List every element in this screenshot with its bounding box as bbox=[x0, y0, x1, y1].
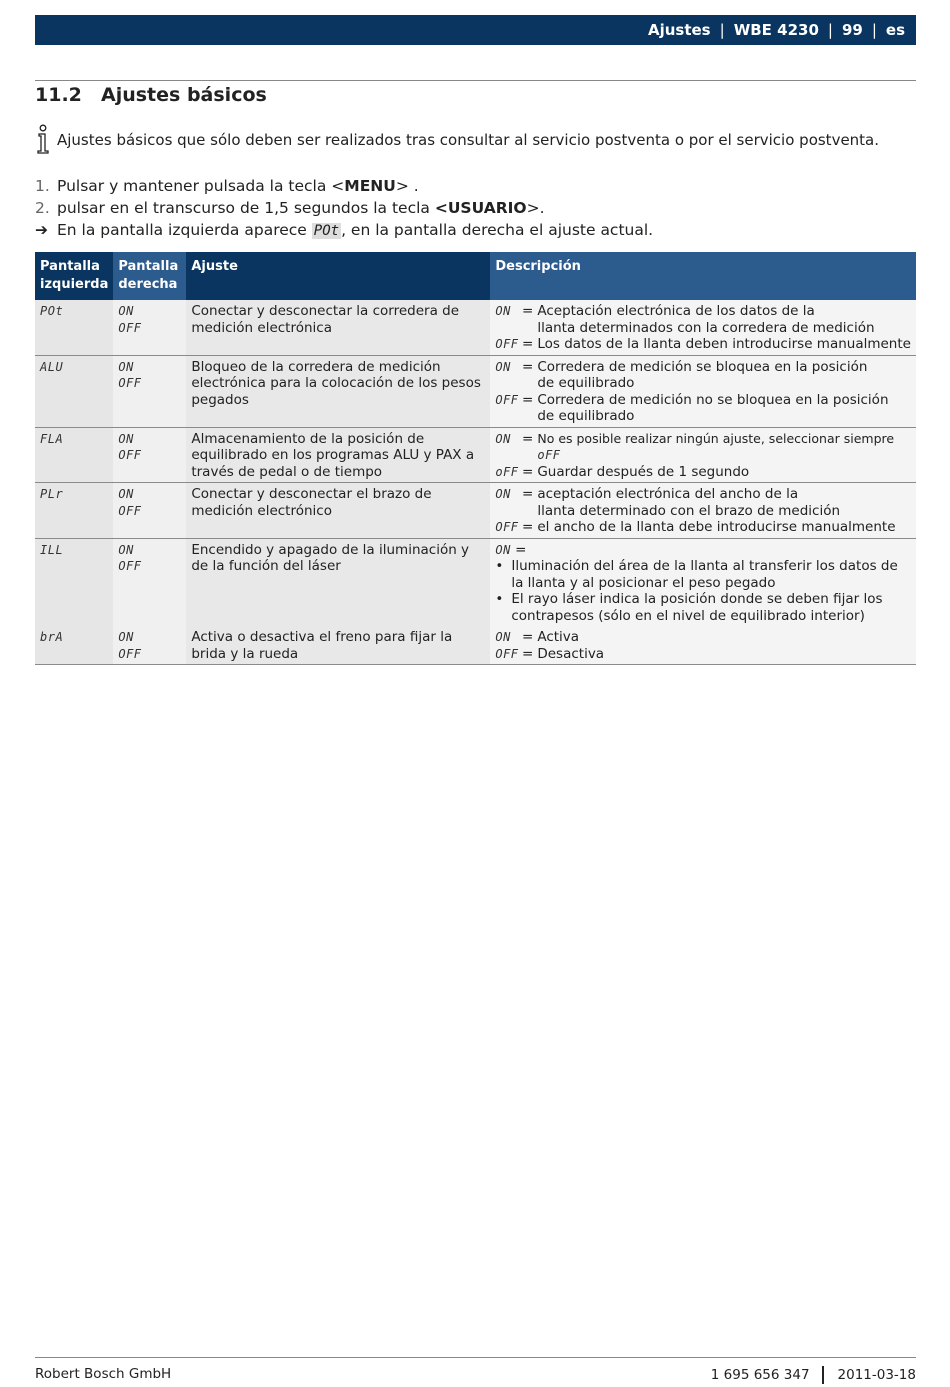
info-text: Ajustes básicos que sólo deben ser realizados tras consultar al servicio postventa o por el servicio postventa. bbox=[57, 131, 880, 149]
step-1: 1. Pulsar y mantener pulsada la tecla <MENU> . bbox=[35, 177, 419, 195]
header-product: WBE 4230 bbox=[733, 21, 819, 39]
setting-text: Encendido y apagado de la iluminación y de la función del láser bbox=[186, 538, 490, 626]
arrow-right-icon: ➔ bbox=[35, 221, 48, 239]
section-heading: Ajustes básicos bbox=[101, 84, 267, 106]
description: ON = aceptación electrónica del ancho de la llanta determinado con el brazo de medición OFF = el ancho de la llanta debe introducirse manualmente bbox=[490, 483, 916, 539]
section-number: 11.2 bbox=[35, 84, 82, 106]
page-header: Ajustes | WBE 4230 | 99 | es bbox=[35, 15, 916, 45]
description: ON = Corredera de medición se bloquea en la posición de equilibrado OFF = Corredera de medición no se bloquea en la posición de equilibrado bbox=[490, 355, 916, 427]
header-language: es bbox=[885, 21, 905, 39]
step-2: 2. pulsar en el transcurso de 1,5 segundos la tecla <USUARIO>. bbox=[35, 199, 545, 217]
lcd-left: FLA bbox=[40, 431, 64, 446]
user-key: <USUARIO bbox=[434, 199, 527, 217]
lcd-left: POt bbox=[40, 304, 64, 318]
top-rule bbox=[35, 80, 916, 81]
lcd-left: ILL bbox=[40, 542, 64, 557]
footer-info bbox=[711, 1366, 916, 1384]
footer-rule bbox=[35, 1357, 916, 1358]
col-setting: Ajuste bbox=[186, 252, 490, 300]
description: ON = • Iluminación del área de la llanta al transferir los datos de la llanta y al posicionar el peso pegado • El rayo láser indica la posición donde se deben fijar los contrapesos (sólo en el nivel de equilibrado interior) bbox=[490, 538, 916, 626]
setting-text: Conectar y desconectar el brazo de medición electrónico bbox=[186, 483, 490, 539]
table-row: ALU ON OFF Bloqueo de la corredera de medición electrónica para la colocación de los pesos pegados ON = Corredera de medición se bloquea en la posición de equilibrado OFF = Corredera de medición no se bloquea en la posición de equilibrado bbox=[35, 355, 916, 427]
settings-table bbox=[35, 252, 916, 665]
table-row: brA ON OFF Activa o desactiva el freno para fijar la brida y la rueda ON = Activa OFF = Desactiva bbox=[35, 626, 916, 665]
footer-date: 2011-03-18 bbox=[837, 1367, 916, 1383]
setting-text: Activa o desactiva el freno para fijar la brida y la rueda bbox=[186, 626, 490, 665]
footer-docnum: 1 695 656 347 bbox=[710, 1367, 810, 1383]
lcd-left: ALU bbox=[40, 359, 64, 374]
lcd-left: brA bbox=[40, 630, 64, 644]
table-row: FLA ON OFF Almacenamiento de la posición de equilibrado en los programas ALU y PAX a través de pedal o de tiempo ON = No es posible realizar ningún ajuste, seleccionar siempre oFF oFF = Guardar después de 1 segundo bbox=[35, 427, 916, 483]
setting-text: Conectar y desconectar la corredera de medición electrónica bbox=[186, 300, 490, 355]
header-section: Ajustes bbox=[647, 21, 711, 39]
menu-key: MENU bbox=[344, 177, 396, 195]
description: ON = No es posible realizar ningún ajuste, seleccionar siempre oFF oFF = Guardar después de 1 segundo bbox=[490, 427, 916, 483]
lcd-left: PLr bbox=[40, 487, 64, 501]
col-left-display: Pantalla izquierda bbox=[35, 252, 113, 300]
col-description: Descripción bbox=[490, 252, 916, 300]
description: ON = Aceptación electrónica de los datos de la llanta determinados con la corredera de medición OFF = Los datos de la llanta deben introducirse manualmente bbox=[490, 300, 916, 355]
setting-text: Almacenamiento de la posición de equilibrado en los programas ALU y PAX a través de pedal o de tiempo bbox=[186, 427, 490, 483]
info-note bbox=[35, 124, 925, 154]
step-result: ➔ En la pantalla izquierda aparece POt , en la pantalla derecha el ajuste actual. bbox=[35, 219, 653, 242]
description: ON = Activa OFF = Desactiva bbox=[490, 626, 916, 665]
section-title bbox=[35, 84, 267, 106]
col-right-display: Pantalla derecha bbox=[113, 252, 186, 300]
procedure-steps bbox=[35, 175, 653, 242]
lcd-pot: POt bbox=[313, 223, 340, 239]
table-row: POt ON OFF Conectar y desconectar la corredera de medición electrónica ON = Aceptación electrónica de los datos de la llanta determinados con la corredera de medición OFF = Los datos de la llanta deben introducirse manualmente bbox=[35, 300, 916, 355]
footer-company: Robert Bosch GmbH bbox=[35, 1366, 172, 1382]
info-icon bbox=[35, 124, 51, 154]
table-header-row bbox=[35, 252, 916, 300]
header-page-number: 99 bbox=[841, 21, 863, 39]
table-row: PLr ON OFF Conectar y desconectar el brazo de medición electrónico ON = aceptación electrónica del ancho de la llanta determinado con el brazo de medición OFF = el ancho de la llanta debe introducirse manualmente bbox=[35, 483, 916, 539]
setting-text: Bloqueo de la corredera de medición electrónica para la colocación de los pesos pegados bbox=[186, 355, 490, 427]
table-row: ILL ON OFF Encendido y apagado de la iluminación y de la función del láser ON = • Iluminación del área de la llanta al transferir los datos de la llanta y al posicionar el peso pegado • El rayo láser indica la posición donde se deben fijar los contrapesos (sólo en el nivel de equilibrado interior) bbox=[35, 538, 916, 626]
